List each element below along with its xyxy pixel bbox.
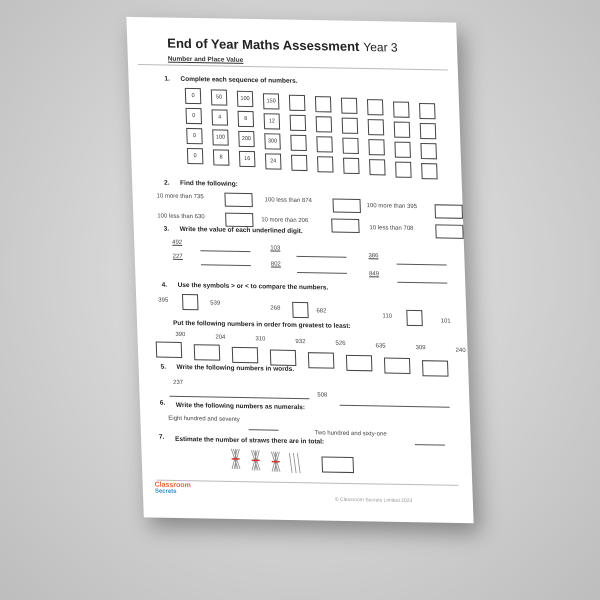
compare-number: 682 — [316, 308, 327, 315]
sequence-answer-box[interactable] — [367, 99, 384, 115]
sequence-answer-box[interactable] — [290, 115, 307, 131]
find-item: 10 more than 735 — [156, 193, 204, 201]
digit-number: 227 — [172, 253, 183, 260]
question-text: Write the following numbers as numerals: — [175, 401, 306, 412]
order-instruction: Put the following numbers in order from greatest to least: — [172, 319, 351, 330]
sequence-answer-box[interactable] — [317, 156, 334, 172]
divider — [138, 64, 448, 70]
straws-illustration — [227, 447, 308, 474]
order-answer-box[interactable] — [384, 358, 411, 374]
sequence-answer-box[interactable] — [419, 103, 436, 119]
copyright-text: © Classroom Secrets Limited 2023 — [334, 496, 413, 505]
sequence-answer-box[interactable] — [290, 135, 307, 151]
numeral-words: Eight hundred and seventy — [168, 415, 240, 424]
order-answer-box[interactable] — [194, 344, 221, 360]
question-number: 5. — [160, 363, 167, 371]
sequence-answer-box[interactable] — [315, 96, 332, 112]
straw-bundle-icon — [271, 452, 280, 472]
compare-number: 539 — [210, 300, 221, 307]
order-number: 240 — [455, 347, 466, 354]
section-heading: Number and Place Value — [167, 55, 244, 64]
digit-number: 386 — [368, 253, 379, 260]
find-item: 10 less than 708 — [369, 225, 414, 232]
sequence-given-number: 150 — [263, 93, 280, 109]
find-item: 100 less than 630 — [157, 213, 205, 221]
order-number: 390 — [175, 331, 186, 339]
order-number: 932 — [295, 338, 306, 345]
sequence-answer-box[interactable] — [368, 119, 385, 135]
sequence-given-number: 0 — [187, 148, 204, 164]
order-answer-box[interactable] — [422, 360, 449, 376]
sequence-given-number: 4 — [212, 110, 229, 126]
sequence-given-number: 0 — [185, 88, 202, 104]
digit-number: 492 — [172, 239, 183, 246]
order-number: 310 — [255, 336, 266, 343]
question-number: 4. — [161, 281, 168, 289]
sequence-answer-box[interactable] — [420, 123, 437, 139]
order-number: 526 — [335, 340, 346, 347]
sequence-answer-box[interactable] — [420, 143, 437, 159]
answer-box[interactable] — [225, 213, 253, 228]
sequence-answer-box[interactable] — [395, 161, 412, 177]
straw-bundle-icon — [251, 450, 260, 470]
sequence-given-number: 12 — [264, 113, 281, 129]
compare-number: 110 — [382, 313, 393, 320]
answer-line[interactable] — [397, 282, 447, 284]
digit-number: 802 — [270, 261, 281, 268]
word-number: 237 — [172, 379, 184, 387]
sequence-answer-box[interactable] — [342, 118, 359, 134]
classroom-secrets-logo: Classroom Secrets — [154, 481, 191, 495]
question-text: Complete each sequence of numbers. — [180, 75, 298, 85]
answer-box[interactable] — [435, 224, 463, 239]
footer-divider — [156, 480, 458, 486]
symbol-box[interactable] — [182, 294, 199, 310]
loose-straws-icon — [289, 453, 300, 473]
sequence-given-number: 300 — [264, 133, 281, 149]
find-item: 100 less than 874 — [264, 197, 313, 205]
order-answer-box[interactable] — [346, 355, 373, 371]
worksheet-page — [126, 17, 473, 523]
order-answer-box[interactable] — [270, 350, 297, 366]
order-answer-box[interactable] — [308, 352, 335, 368]
answer-box[interactable] — [224, 193, 252, 208]
question-number: 2. — [164, 179, 170, 187]
question-number: 3. — [163, 225, 170, 233]
sequence-answer-box[interactable] — [341, 98, 358, 114]
sequence-answer-box[interactable] — [342, 138, 359, 154]
digit-number: 103 — [270, 245, 281, 252]
sequence-given-number: 200 — [238, 131, 255, 147]
question-text: Estimate the number of straws there are in total: — [174, 435, 325, 446]
answer-line[interactable] — [200, 250, 250, 252]
symbol-box[interactable] — [292, 302, 309, 318]
answer-line[interactable] — [201, 264, 251, 266]
sequence-answer-box[interactable] — [316, 116, 333, 132]
answer-line[interactable] — [340, 405, 450, 408]
sequence-given-number: 8 — [213, 150, 230, 166]
order-number: 204 — [215, 334, 226, 341]
sequence-answer-box[interactable] — [394, 121, 411, 137]
order-number: 635 — [375, 342, 386, 350]
compare-number: 268 — [270, 305, 281, 312]
compare-number: 101 — [440, 318, 451, 325]
sequence-given-number: 8 — [238, 111, 255, 127]
sequence-given-number: 0 — [185, 108, 202, 124]
answer-box[interactable] — [332, 199, 360, 214]
sequence-given-number: 100 — [212, 130, 229, 146]
order-number: 309 — [415, 345, 426, 352]
digit-number: 849 — [368, 271, 380, 278]
word-number: 508 — [317, 392, 328, 399]
sequence-given-number: 100 — [237, 91, 254, 107]
straw-bundle-icon — [231, 449, 240, 469]
question-text: Write the value of each underlined digit. — [179, 225, 303, 236]
sequence-given-number: 24 — [265, 153, 282, 169]
year-label: Year 3 — [363, 39, 398, 55]
question-text: Use the symbols > or < to compare the numbers. — [177, 281, 329, 292]
sequence-answer-box[interactable] — [289, 94, 306, 110]
answer-line[interactable] — [297, 272, 347, 274]
answer-line[interactable] — [415, 444, 445, 446]
answer-line[interactable] — [249, 429, 279, 431]
question-number: 7. — [158, 433, 165, 441]
question-text: Find the following: — [180, 179, 238, 188]
sequence-answer-box[interactable] — [369, 160, 386, 176]
sequence-given-number: 0 — [186, 128, 203, 144]
sequence-answer-box[interactable] — [343, 158, 360, 174]
sequence-given-number: 50 — [211, 90, 228, 106]
answer-line[interactable] — [170, 396, 310, 399]
order-answer-box[interactable] — [232, 347, 259, 363]
sequence-given-number: 16 — [239, 151, 256, 167]
answer-line[interactable] — [397, 264, 447, 266]
numeral-words: Two hundred and sixty-one — [314, 430, 387, 438]
answer-line[interactable] — [297, 256, 347, 258]
answer-box[interactable] — [331, 219, 359, 234]
answer-box[interactable] — [321, 456, 354, 473]
sequence-answer-box[interactable] — [316, 136, 333, 152]
question-number: 1. — [164, 75, 171, 83]
sequence-answer-box[interactable] — [393, 101, 410, 117]
question-text: Write the following numbers in words. — [176, 363, 295, 373]
page-title: End of Year Maths Assessment Year 3 — [166, 35, 398, 55]
compare-number: 395 — [158, 297, 169, 304]
sequence-answer-box[interactable] — [291, 155, 308, 171]
find-item: 100 more than 395 — [366, 203, 418, 211]
order-answer-box[interactable] — [156, 342, 183, 358]
answer-box[interactable] — [435, 204, 463, 219]
sequence-answer-box[interactable] — [368, 140, 385, 156]
find-item: 10 more than 206 — [261, 217, 309, 225]
symbol-box[interactable] — [406, 310, 423, 326]
sequence-answer-box[interactable] — [421, 163, 438, 179]
sequence-answer-box[interactable] — [394, 141, 411, 157]
question-number: 6. — [159, 399, 166, 407]
